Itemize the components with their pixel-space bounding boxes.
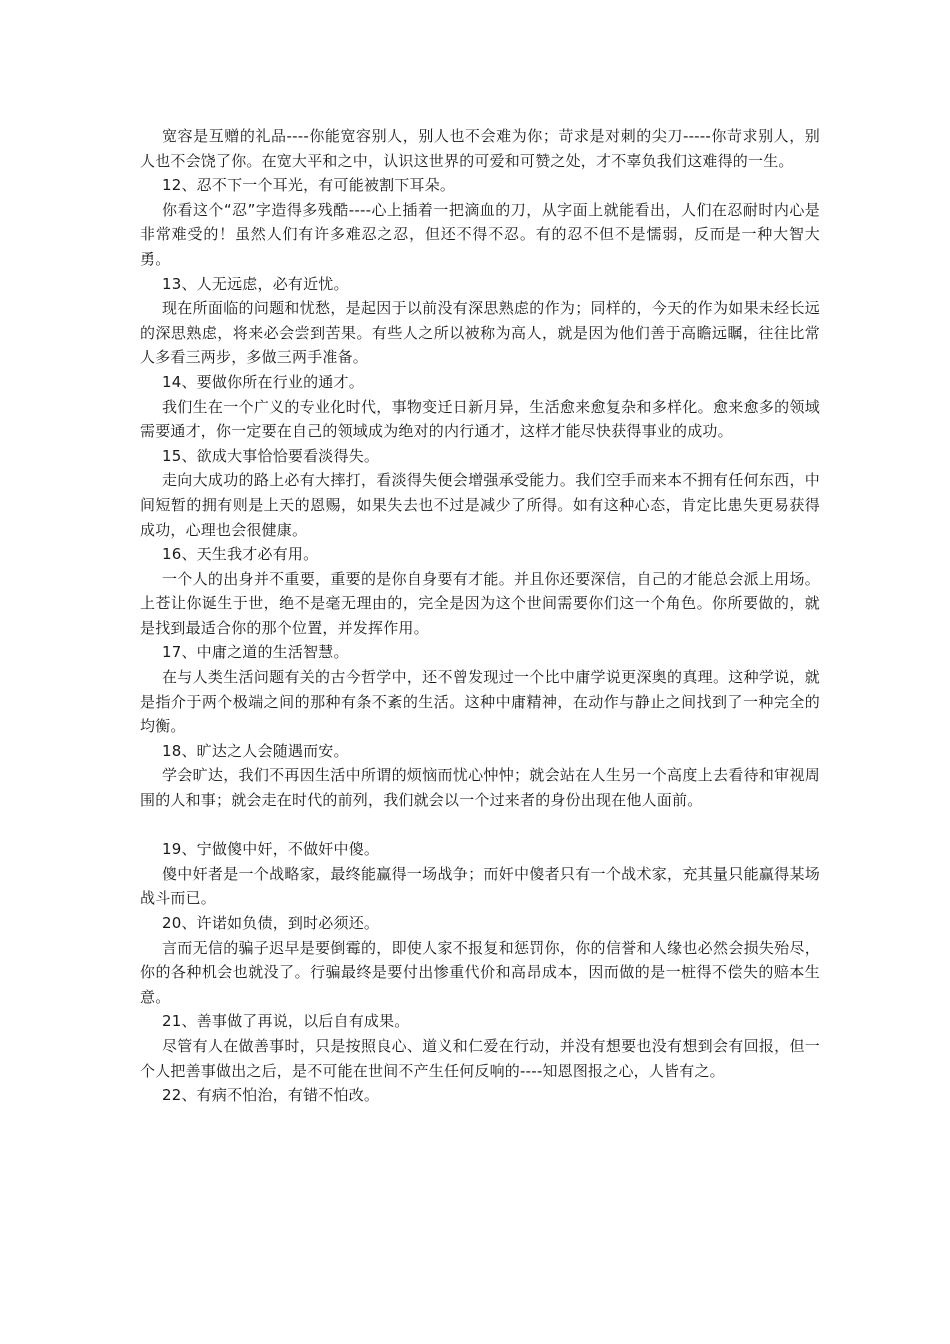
section-heading: 21、善事做了再说，以后自有成果。 — [162, 1012, 410, 1031]
section-heading: 20、许诺如负债，到时必须还。 — [162, 914, 380, 932]
body-paragraph: 尽管有人在做善事时，只是按照良心、道义和仁爱在行动，并没有想要也没有想到会有回报，但一个人把善事做出之后，是不可能在世间不产生任何反响的----知恩图报之心，人皆有之。 — [140, 1036, 820, 1080]
section-heading: 12、忍不下一个耳光，有可能被割下耳朵。 — [162, 176, 456, 195]
body-paragraph: 一个人的出身并不重要，重要的是你自身要有才能。并且你还要深信，自己的才能总会派上用场。上苍让你诞生于世，绝不是毫无理由的，完全是因为这个世间需要你们这一个角色。你所要做的，就是找到最适合你的那个位置，并发挥作用。 — [140, 569, 820, 637]
body-paragraph: 言而无信的骗子迟早是要倒霉的，即使人家不报复和惩罚你，你的信誉和人缘也必然会损失殆尽，你的各种机会也就没了。行骗最终是要付出惨重代价和高昂成本，因而做的是一桩得不偿失的赔本生意。 — [140, 938, 820, 1006]
section-heading: 19、宁做傻中奸，不做奸中傻。 — [162, 840, 380, 859]
section-heading: 13、人无远虑，必有近忧。 — [162, 274, 349, 293]
document-body — [140, 124, 820, 1108]
section-heading: 17、中庸之道的生活智慧。 — [162, 643, 349, 662]
body-paragraph: 我们生在一个广义的专业化时代，事物变迁日新月异，生活愈来愈复杂和多样化。愈来愈多的领域需要通才，你一定要在自己的领域成为绝对的内行通才，这样才能尽快获得事业的成功。 — [140, 397, 820, 441]
section-heading: 22、有病不怕治，有错不怕改。 — [162, 1086, 380, 1105]
body-paragraph: 现在所面临的问题和忧愁，是起因于以前没有深思熟虑的作为；同样的，今天的作为如果未经长远的深思熟虑，将来必会尝到苦果。有些人之所以被称为高人，就是因为他们善于高瞻远瞩，往往比常人多看三两步，多做三两手准备。 — [140, 299, 820, 367]
section-heading: 15、欲成大事恰恰要看淡得失。 — [162, 446, 380, 465]
body-paragraph: 在与人类生活问题有关的古今哲学中，还不曾发现过一个比中庸学说更深奥的真理。这种学说，就是指介于两个极端之间的那种有条不紊的生活。这种中庸精神，在动作与静止之间找到了一种完全的均衡。 — [140, 668, 820, 736]
body-paragraph: 走向大成功的路上必有大摔打，看淡得失便会增强承受能力。我们空手而来本不拥有任何东西，中间短暂的拥有则是上天的恩赐，如果失去也不过是减少了所得。如有这种心态，肯定比患失更易获得成功，心理也会很健康。 — [140, 471, 820, 539]
section-heading: 18、旷达之人会随遇而安。 — [162, 741, 349, 760]
section-heading: 14、要做你所在行业的通才。 — [162, 372, 364, 391]
body-paragraph: 宽容是互赠的礼品----你能宽容别人，别人也不会难为你；苛求是对刺的尖刀-----你苛求别人，别人也不会饶了你。在宽大平和之中，认识这世界的可爱和可赞之处，才不辜负我们这难得的一生。 — [140, 127, 820, 170]
blank-line — [140, 813, 820, 838]
section-heading: 16、天生我才必有用。 — [162, 545, 319, 564]
body-paragraph: 学会旷达，我们不再因生活中所谓的烦恼而忧心忡忡；就会站在人生另一个高度上去看待和审视周围的人和事；就会走在时代的前列，我们就会以一个过来者的身份出现在他人面前。 — [140, 766, 820, 810]
body-paragraph: 你看这个“忍”字造得多残酷----心上插着一把滴血的刀，从字面上就能看出，人们在忍耐时内心是非常难受的！虽然人们有许多难忍之忍，但还不得不忍。有的忍不但不是懦弱，反而是一种大智大勇。 — [140, 200, 820, 268]
body-paragraph: 傻中奸者是一个战略家，最终能赢得一场战争；而奸中傻者只有一个战术家，充其量只能赢得某场战斗而已。 — [140, 864, 820, 908]
